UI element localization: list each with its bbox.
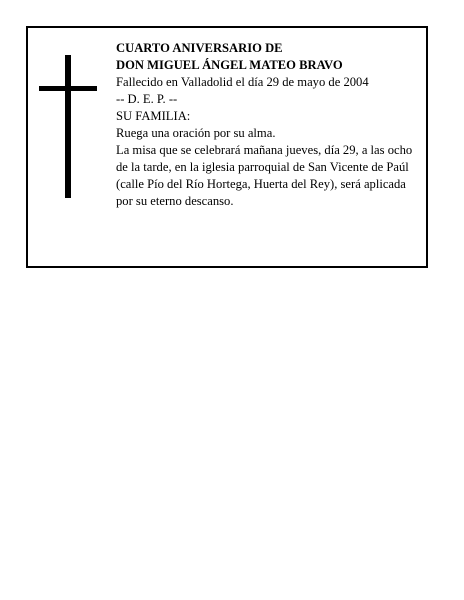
anniversary-title: CUARTO ANIVERSARIO DE — [116, 41, 283, 55]
prayer-request: Ruega una oración por su alma. — [116, 126, 276, 140]
notice-text — [116, 40, 421, 210]
cross-vertical-bar — [65, 55, 71, 198]
death-date-line: Fallecido en Valladolid el día 29 de mayo de 2004 — [116, 75, 369, 89]
cross-horizontal-bar — [39, 86, 97, 91]
family-label: SU FAMILIA: — [116, 109, 191, 123]
mass-announcement: La misa que se celebrará mañana jueves, día 29, a las ocho de la tarde, en la iglesia parroquial de San Vicente de Paúl (calle Pío del Río Hortega, Huerta del Rey), será aplicada por su eterno descanso. — [116, 143, 413, 208]
rip-line: -- D. E. P. -- — [116, 92, 178, 106]
obituary-notice — [26, 26, 428, 268]
deceased-name: DON MIGUEL ÁNGEL MATEO BRAVO — [116, 58, 343, 72]
